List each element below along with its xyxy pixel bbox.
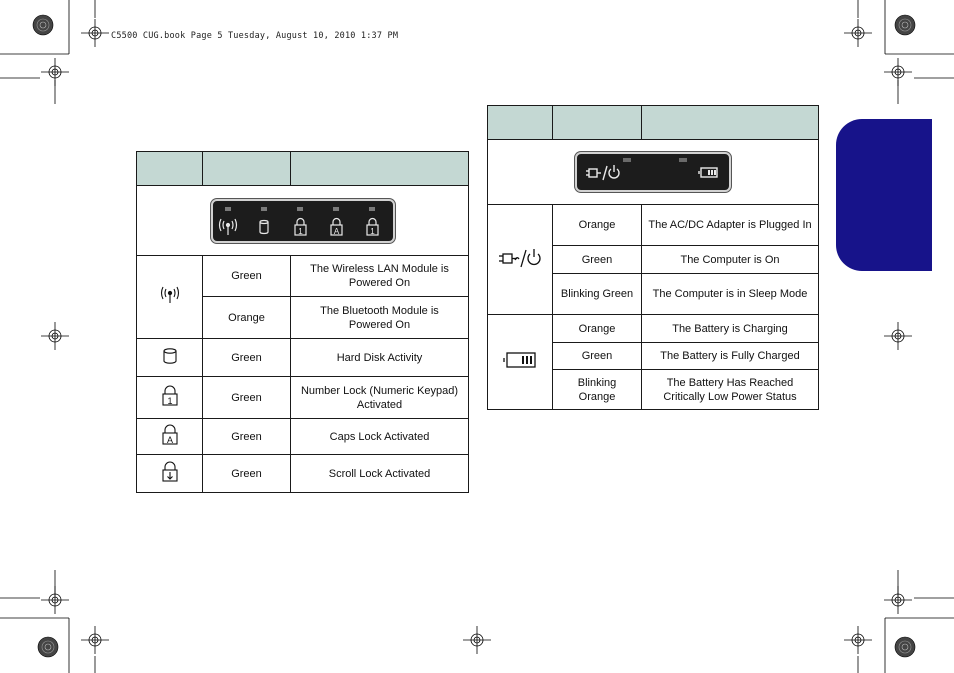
table-row: [137, 256, 469, 297]
table-row: [488, 315, 819, 343]
led-color: Green: [203, 455, 291, 493]
header-cell-description: [642, 106, 819, 140]
led-color: Green: [203, 256, 291, 297]
led-indicator-panel-image: [211, 199, 395, 243]
svg-text:A: A: [166, 434, 173, 445]
header-cell-color: [203, 152, 291, 186]
caps-lock-icon: [137, 419, 203, 455]
led-color: Green: [203, 377, 291, 419]
led-description: The Bluetooth Module is Powered On: [291, 297, 469, 339]
scroll-lock-icon: [137, 455, 203, 493]
led-indicator-panel-icons: [213, 201, 393, 241]
led-color: Blinking Orange: [553, 370, 642, 410]
number-lock-icon: [137, 377, 203, 419]
led-panel-cell: [137, 186, 469, 256]
header-cell-icon: [137, 152, 203, 186]
led-description: The Battery Has Reached Critically Low Power Status: [642, 370, 819, 410]
led-color: Green: [203, 419, 291, 455]
led-color: Orange: [553, 315, 642, 343]
hard-disk-icon: [137, 339, 203, 377]
led-color: Blinking Green: [553, 274, 642, 315]
book-header: C5500 CUG.book Page 5 Tuesday, August 10, 2010 1:37 PM: [111, 31, 399, 41]
led-description: Scroll Lock Activated: [291, 455, 469, 493]
battery-icon: [488, 315, 553, 410]
power-panel-cell: [488, 140, 819, 205]
header-cell-description: [291, 152, 469, 186]
led-description: The Battery is Fully Charged: [642, 343, 819, 370]
led-description: The Wireless LAN Module is Powered On: [291, 256, 469, 297]
led-description: Caps Lock Activated: [291, 419, 469, 455]
svg-text:1: 1: [297, 226, 303, 236]
led-color: Orange: [553, 205, 642, 246]
table-row: [488, 205, 819, 246]
led-description: The AC/DC Adapter is Plugged In: [642, 205, 819, 246]
svg-text:A: A: [333, 226, 339, 236]
led-color: Green: [553, 343, 642, 370]
led-indicators-table: [136, 151, 469, 493]
header-cell-color: [553, 106, 642, 140]
led-color: Green: [203, 339, 291, 377]
table-row: [137, 455, 469, 493]
power-indicator-panel-icons: [577, 154, 729, 190]
led-description: Number Lock (Numeric Keypad) Activated: [291, 377, 469, 419]
led-description: The Computer is On: [642, 246, 819, 274]
led-color: Orange: [203, 297, 291, 339]
led-description: The Battery is Charging: [642, 315, 819, 343]
wifi-antenna-icon: [137, 256, 203, 339]
chapter-side-tab: [836, 119, 932, 271]
table-row: [137, 377, 469, 419]
led-description: The Computer is in Sleep Mode: [642, 274, 819, 315]
power-indicators-table: [487, 105, 819, 410]
svg-text:1: 1: [166, 395, 173, 406]
header-cell-icon: [488, 106, 553, 140]
table-row: [137, 419, 469, 455]
led-description: Hard Disk Activity: [291, 339, 469, 377]
table-row: [137, 339, 469, 377]
power-indicator-panel-image: [575, 152, 731, 192]
led-color: Green: [553, 246, 642, 274]
ac-power-icon: [488, 205, 553, 315]
svg-text:1: 1: [369, 226, 375, 236]
